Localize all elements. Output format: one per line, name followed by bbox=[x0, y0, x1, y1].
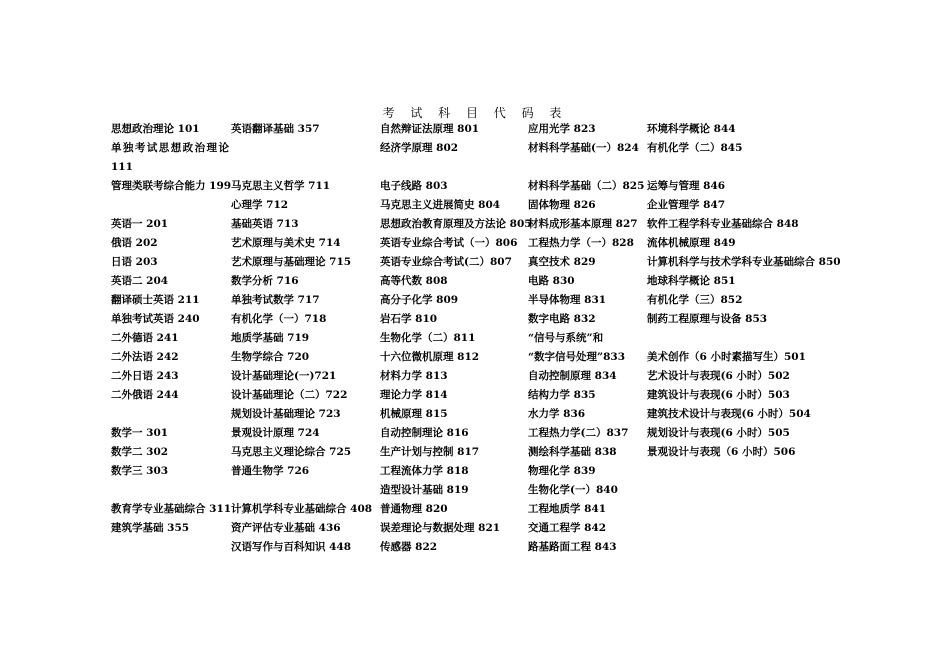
subject-entry: 有机化学（二）845 bbox=[647, 142, 743, 154]
subject-entry: 交通工程学 842 bbox=[528, 522, 607, 534]
subject-entry: 机械原理 815 bbox=[380, 408, 448, 420]
subject-entry: 岩石学 810 bbox=[380, 313, 438, 325]
subject-entry: 半导体物理 831 bbox=[528, 294, 607, 306]
subject-entry: 工程热力学(二）837 bbox=[528, 427, 629, 439]
subject-entry: 英语专业综合考试(二）807 bbox=[380, 256, 512, 268]
subject-entry: 工程热力学（一）828 bbox=[528, 237, 634, 249]
subject-entry: 有机化学（三）852 bbox=[647, 294, 743, 306]
subject-entry: 普通生物学 726 bbox=[231, 465, 310, 477]
subject-entry: 误差理论与数据处理 821 bbox=[380, 522, 501, 534]
subject-entry: 工程地质学 841 bbox=[528, 503, 607, 515]
subject-entry: 经济学原理 802 bbox=[380, 142, 459, 154]
subject-entry: 建筑技术设计与表现(6 小时）504 bbox=[647, 408, 811, 420]
subject-entry: 企业管理学 847 bbox=[647, 199, 726, 211]
subject-entry: 马克思主义进展简史 804 bbox=[380, 199, 501, 211]
subject-entry: 单独考试思想政治理论 111 bbox=[111, 142, 229, 173]
subject-entry: 艺术原理与基础理论 715 bbox=[231, 256, 352, 268]
subject-entry: 英语二 204 bbox=[111, 275, 169, 287]
subject-entry: 理论力学 814 bbox=[380, 389, 448, 401]
page-title: 考 试 科 目 代 码 表 bbox=[382, 106, 568, 120]
subject-entry: 思想政治教育原理及方法论 805 bbox=[380, 218, 532, 230]
subject-entry: 应用光学 823 bbox=[528, 123, 596, 135]
subject-entry: 软件工程学科专业基础综合 848 bbox=[647, 218, 799, 230]
subject-entry: 材料力学 813 bbox=[380, 370, 448, 382]
subject-entry: 数学一 301 bbox=[111, 427, 169, 439]
subject-entry: 固体物理 826 bbox=[528, 199, 596, 211]
subject-entry: 运筹与管理 846 bbox=[647, 180, 726, 192]
subject-entry: 景观设计原理 724 bbox=[231, 427, 320, 439]
subject-entry: 数学三 303 bbox=[111, 465, 169, 477]
subject-entry: 翻译硕士英语 211 bbox=[111, 294, 200, 306]
subject-entry: 自然辩证法原理 801 bbox=[380, 123, 480, 135]
subject-entry: 马克思主义哲学 711 bbox=[231, 180, 331, 192]
subject-entry: 造型设计基础 819 bbox=[380, 484, 469, 496]
subject-entry: 汉语写作与百科知识 448 bbox=[231, 541, 352, 553]
subject-entry: 真空技术 829 bbox=[528, 256, 596, 268]
subject-entry: 计算机科学与技术学科专业基础综合 850 bbox=[647, 256, 841, 268]
subject-entry: 结构力学 835 bbox=[528, 389, 596, 401]
subject-entry: 地质学基础 719 bbox=[231, 332, 310, 344]
subject-entry: 单独考试数学 717 bbox=[231, 294, 320, 306]
subject-entry: 普通物理 820 bbox=[380, 503, 448, 515]
subject-entry: 水力学 836 bbox=[528, 408, 586, 420]
subject-entry: 材料科学基础(一）824 bbox=[528, 142, 639, 154]
subject-entry: “信号与系统”和 bbox=[528, 332, 604, 344]
subject-entry: 高分子化学 809 bbox=[380, 294, 459, 306]
subject-entry: 数学分析 716 bbox=[231, 275, 299, 287]
subject-entry: 日语 203 bbox=[111, 256, 158, 268]
subject-entry: 艺术设计与表现(6 小时）502 bbox=[647, 370, 790, 382]
subject-entry: 传感器 822 bbox=[380, 541, 438, 553]
subject-entry: 英语专业综合考试（一）806 bbox=[380, 237, 518, 249]
subject-entry: 路基路面工程 843 bbox=[528, 541, 617, 553]
subject-entry: 单独考试英语 240 bbox=[111, 313, 200, 325]
subject-entry: 计算机学科专业基础综合 408 bbox=[231, 503, 373, 515]
subject-entry: 设计基础理论(一)721 bbox=[231, 370, 337, 382]
subject-entry: 高等代数 808 bbox=[380, 275, 448, 287]
subject-entry: 管理类联考综合能力 199 bbox=[111, 180, 232, 192]
subject-entry: 有机化学（一）718 bbox=[231, 313, 327, 325]
subject-entry: 工程流体力学 818 bbox=[380, 465, 469, 477]
subject-entry: 英语一 201 bbox=[111, 218, 169, 230]
subject-entry: 生产计划与控制 817 bbox=[380, 446, 480, 458]
subject-entry: 自动控制原理 834 bbox=[528, 370, 617, 382]
subject-entry: 马克思主义理论综合 725 bbox=[231, 446, 352, 458]
subject-entry: 材料成形基本原理 827 bbox=[528, 218, 638, 230]
subject-entry: 数学二 302 bbox=[111, 446, 169, 458]
subject-entry: 心理学 712 bbox=[231, 199, 289, 211]
subject-entry: 艺术原理与美术史 714 bbox=[231, 237, 341, 249]
subject-entry: 环境科学概论 844 bbox=[647, 123, 736, 135]
subject-entry: 十六位微机原理 812 bbox=[380, 351, 480, 363]
subject-entry: 数字电路 832 bbox=[528, 313, 596, 325]
subject-entry: 生物化学（二）811 bbox=[380, 332, 476, 344]
subject-entry: 生物学综合 720 bbox=[231, 351, 310, 363]
subject-entry: 规划设计基础理论 723 bbox=[231, 408, 341, 420]
subject-entry: 资产评估专业基础 436 bbox=[231, 522, 341, 534]
subject-entry: 电子线路 803 bbox=[380, 180, 448, 192]
subject-entry: 自动控制理论 816 bbox=[380, 427, 469, 439]
subject-entry: 景观设计与表现（6 小时）506 bbox=[647, 446, 796, 458]
subject-entry: 俄语 202 bbox=[111, 237, 158, 249]
subject-entry: 地球科学概论 851 bbox=[647, 275, 736, 287]
subject-entry: 电路 830 bbox=[528, 275, 575, 287]
subject-entry: 制药工程原理与设备 853 bbox=[647, 313, 768, 325]
subject-entry: 设计基础理论（二）722 bbox=[231, 389, 348, 401]
subject-entry: 二外德语 241 bbox=[111, 332, 179, 344]
subject-entry: 材料科学基础（二）825 bbox=[528, 180, 645, 192]
subject-entry: 二外俄语 244 bbox=[111, 389, 179, 401]
subject-entry: 二外日语 243 bbox=[111, 370, 179, 382]
subject-entry: 二外法语 242 bbox=[111, 351, 179, 363]
subject-entry: 美术创作（6 小时素描写生）501 bbox=[647, 351, 806, 363]
subject-entry: 测绘科学基础 838 bbox=[528, 446, 617, 458]
subject-entry: 基础英语 713 bbox=[231, 218, 299, 230]
subject-entry: 规划设计与表现(6 小时）505 bbox=[647, 427, 790, 439]
subject-entry: 流体机械原理 849 bbox=[647, 237, 736, 249]
subject-entry: 建筑设计与表现(6 小时）503 bbox=[647, 389, 790, 401]
subject-entry: 生物化学(一）840 bbox=[528, 484, 618, 496]
subject-entry: 教育学专业基础综合 311 bbox=[111, 503, 232, 515]
subject-entry: “数字信号处理”833 bbox=[528, 351, 625, 363]
subject-entry: 物理化学 839 bbox=[528, 465, 596, 477]
subject-entry: 建筑学基础 355 bbox=[111, 522, 190, 534]
subject-entry: 思想政治理论 101 bbox=[111, 123, 200, 135]
subject-entry: 英语翻译基础 357 bbox=[231, 123, 320, 135]
